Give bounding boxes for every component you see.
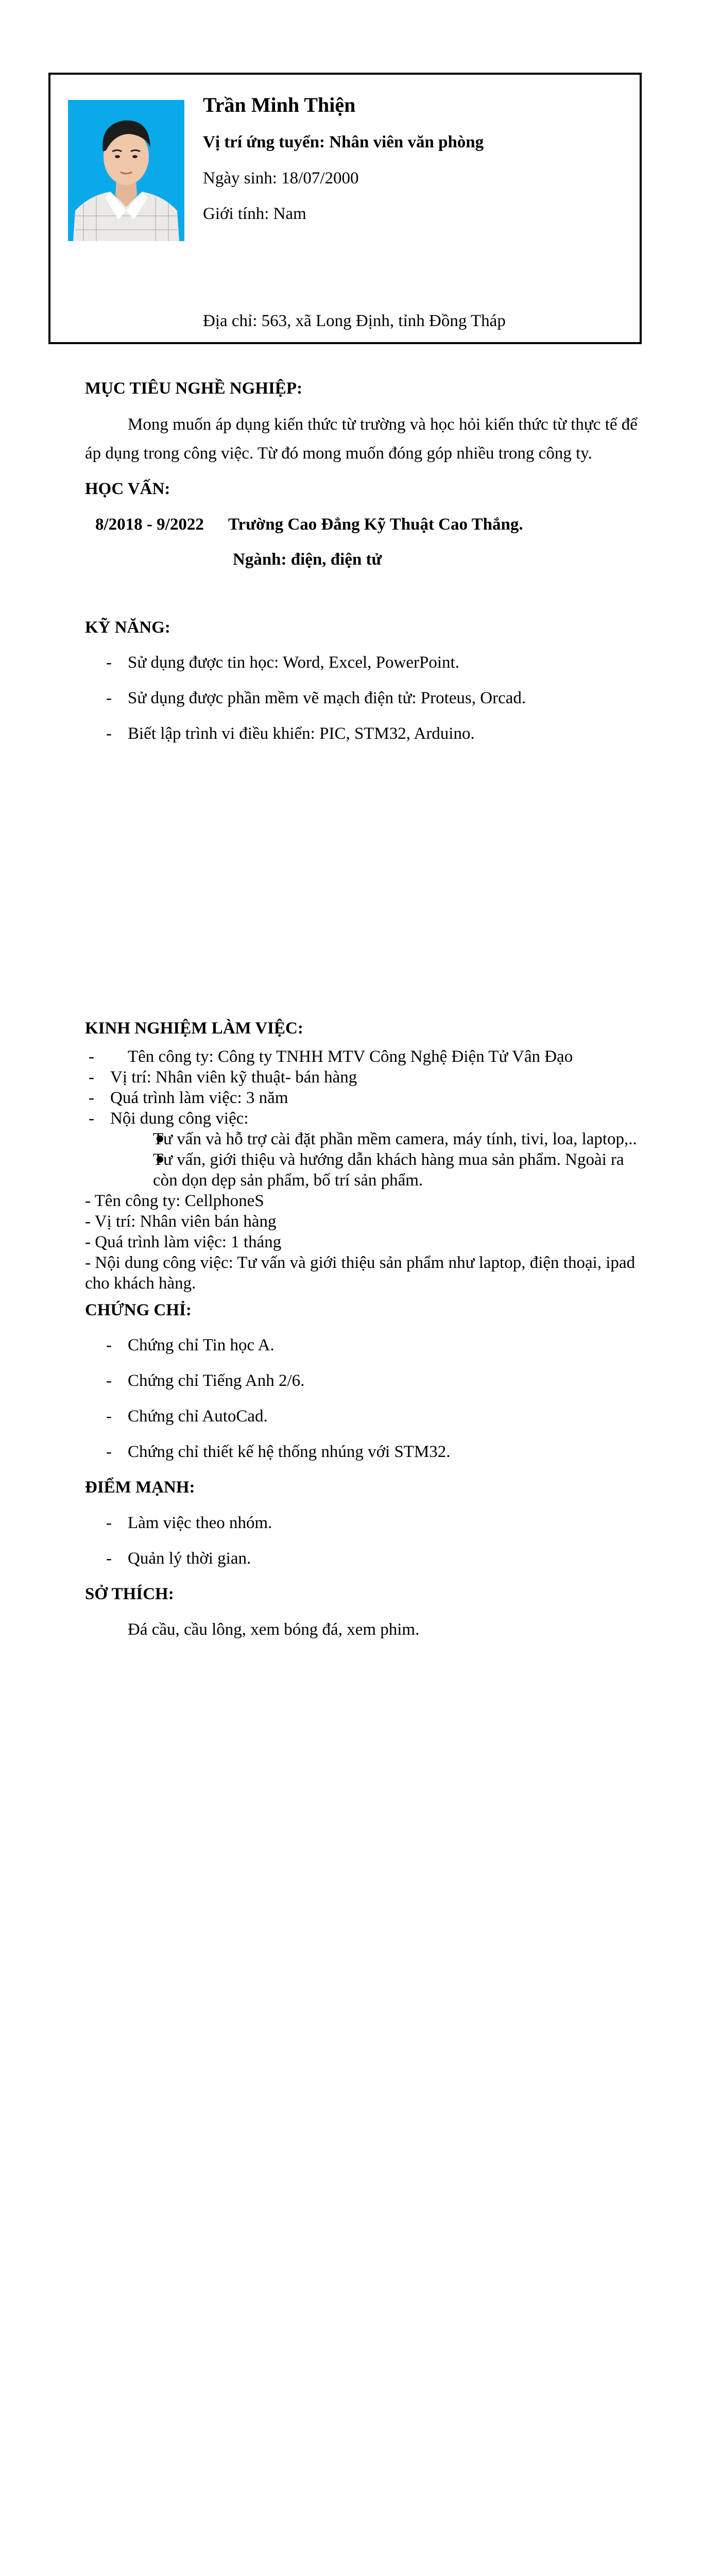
job1-task-text: Tư vấn, giới thiệu và hướng dẫn khách hàng mua sản phẩm. Ngoài ra	[153, 1150, 624, 1169]
list-dash: -	[106, 1514, 112, 1532]
gender: Giới tính: Nam	[203, 205, 306, 223]
person-portrait-icon	[68, 100, 184, 241]
strengths-heading: ĐIỂM MẠNH:	[85, 1478, 195, 1497]
job1-task-continued: còn dọn dẹp sản phẩm, bố trí sản phẩm.	[153, 1171, 423, 1190]
job2-role: - Vị trí: Nhân viên bán hàng	[85, 1212, 277, 1231]
hobbies-heading: SỞ THÍCH:	[85, 1585, 174, 1603]
job1-task	[153, 1130, 637, 1149]
job2-content-line-2: cho khách hàng.	[85, 1274, 196, 1293]
objective-line-1: Mong muốn áp dụng kiến thức từ trường và học hỏi kiến thức từ thực tế để	[128, 415, 638, 434]
list-dash: -	[106, 724, 112, 743]
list-dash: -	[89, 1068, 94, 1087]
list-dash: -	[106, 1443, 112, 1461]
job2-duration: - Quá trình làm việc: 1 tháng	[85, 1233, 282, 1251]
job1-company: Tên công ty: Công ty TNHH MTV Công Nghệ Điện Tử Vân Đạo	[128, 1047, 573, 1066]
experience-heading: KINH NGHIỆM LÀM VIỆC:	[85, 1019, 303, 1038]
job2-company: - Tên công ty: CellphoneS	[85, 1192, 264, 1210]
skill-item: Biết lập trình vi điều khiển: PIC, STM32, Arduino.	[128, 724, 475, 743]
certificate-item: Chứng chỉ AutoCad.	[128, 1407, 268, 1426]
profile-photo	[68, 100, 184, 241]
education-period: 8/2018 - 9/2022	[95, 515, 204, 534]
skill-item: Sử dụng được tin học: Word, Excel, PowerPoint.	[128, 653, 459, 672]
job1-content-label: Nội dung công việc:	[110, 1109, 249, 1128]
job2-content-line-1: - Nội dung công việc: Tư vấn và giới thiệu sản phẩm như laptop, điện thoại, ipad	[85, 1253, 636, 1272]
list-dash: -	[106, 1371, 112, 1390]
list-dash: -	[89, 1089, 94, 1107]
strength-item: Làm việc theo nhóm.	[128, 1514, 272, 1532]
certificate-item: Chứng chỉ Tin học A.	[128, 1336, 274, 1354]
strength-item: Quản lý thời gian.	[128, 1549, 251, 1568]
education-major: Ngành: điện, điện tử	[233, 550, 382, 569]
hobbies-text: Đá cầu, cầu lông, xem bóng đá, xem phim.	[128, 1620, 420, 1639]
certificate-item: Chứng chỉ Tiếng Anh 2/6.	[128, 1371, 305, 1390]
job1-task	[153, 1150, 624, 1170]
list-dash: -	[89, 1047, 94, 1066]
certificates-heading: CHỨNG CHỈ:	[85, 1301, 192, 1319]
position-applied: Vị trí ứng tuyển: Nhân viên văn phòng	[203, 133, 484, 151]
skills-heading: KỸ NĂNG:	[85, 618, 170, 637]
objective-heading: MỤC TIÊU NGHỀ NGHIỆP:	[85, 379, 303, 398]
candidate-name: Trần Minh Thiện	[203, 93, 356, 116]
education-heading: HỌC VẤN:	[85, 480, 170, 498]
list-dash: -	[89, 1109, 94, 1128]
job1-task-text: Tư vấn và hỗ trợ cài đặt phần mềm camera, máy tính, tivi, loa, laptop,..	[153, 1130, 637, 1148]
education-school: Trường Cao Đẳng Kỹ Thuật Cao Thắng.	[228, 515, 523, 534]
list-dash: -	[106, 1549, 112, 1568]
list-dash: -	[106, 1336, 112, 1354]
address: Địa chỉ: 563, xã Long Định, tỉnh Đồng Tháp	[203, 312, 506, 330]
objective-line-2: áp dụng trong công việc. Từ đó mong muốn đóng góp nhiều trong công ty.	[85, 444, 592, 463]
certificate-item: Chứng chỉ thiết kế hệ thống nhúng với STM32.	[128, 1443, 451, 1461]
list-dash: -	[106, 689, 112, 707]
job1-role: Vị trí: Nhân viên kỹ thuật- bán hàng	[110, 1068, 357, 1087]
date-of-birth: Ngày sinh: 18/07/2000	[203, 169, 359, 188]
job1-duration: Quá trình làm việc: 3 năm	[110, 1089, 288, 1107]
skill-item: Sử dụng được phần mềm vẽ mạch điện tử: Proteus, Orcad.	[128, 689, 526, 707]
list-dash: -	[106, 1407, 112, 1426]
list-dash: -	[106, 653, 112, 672]
